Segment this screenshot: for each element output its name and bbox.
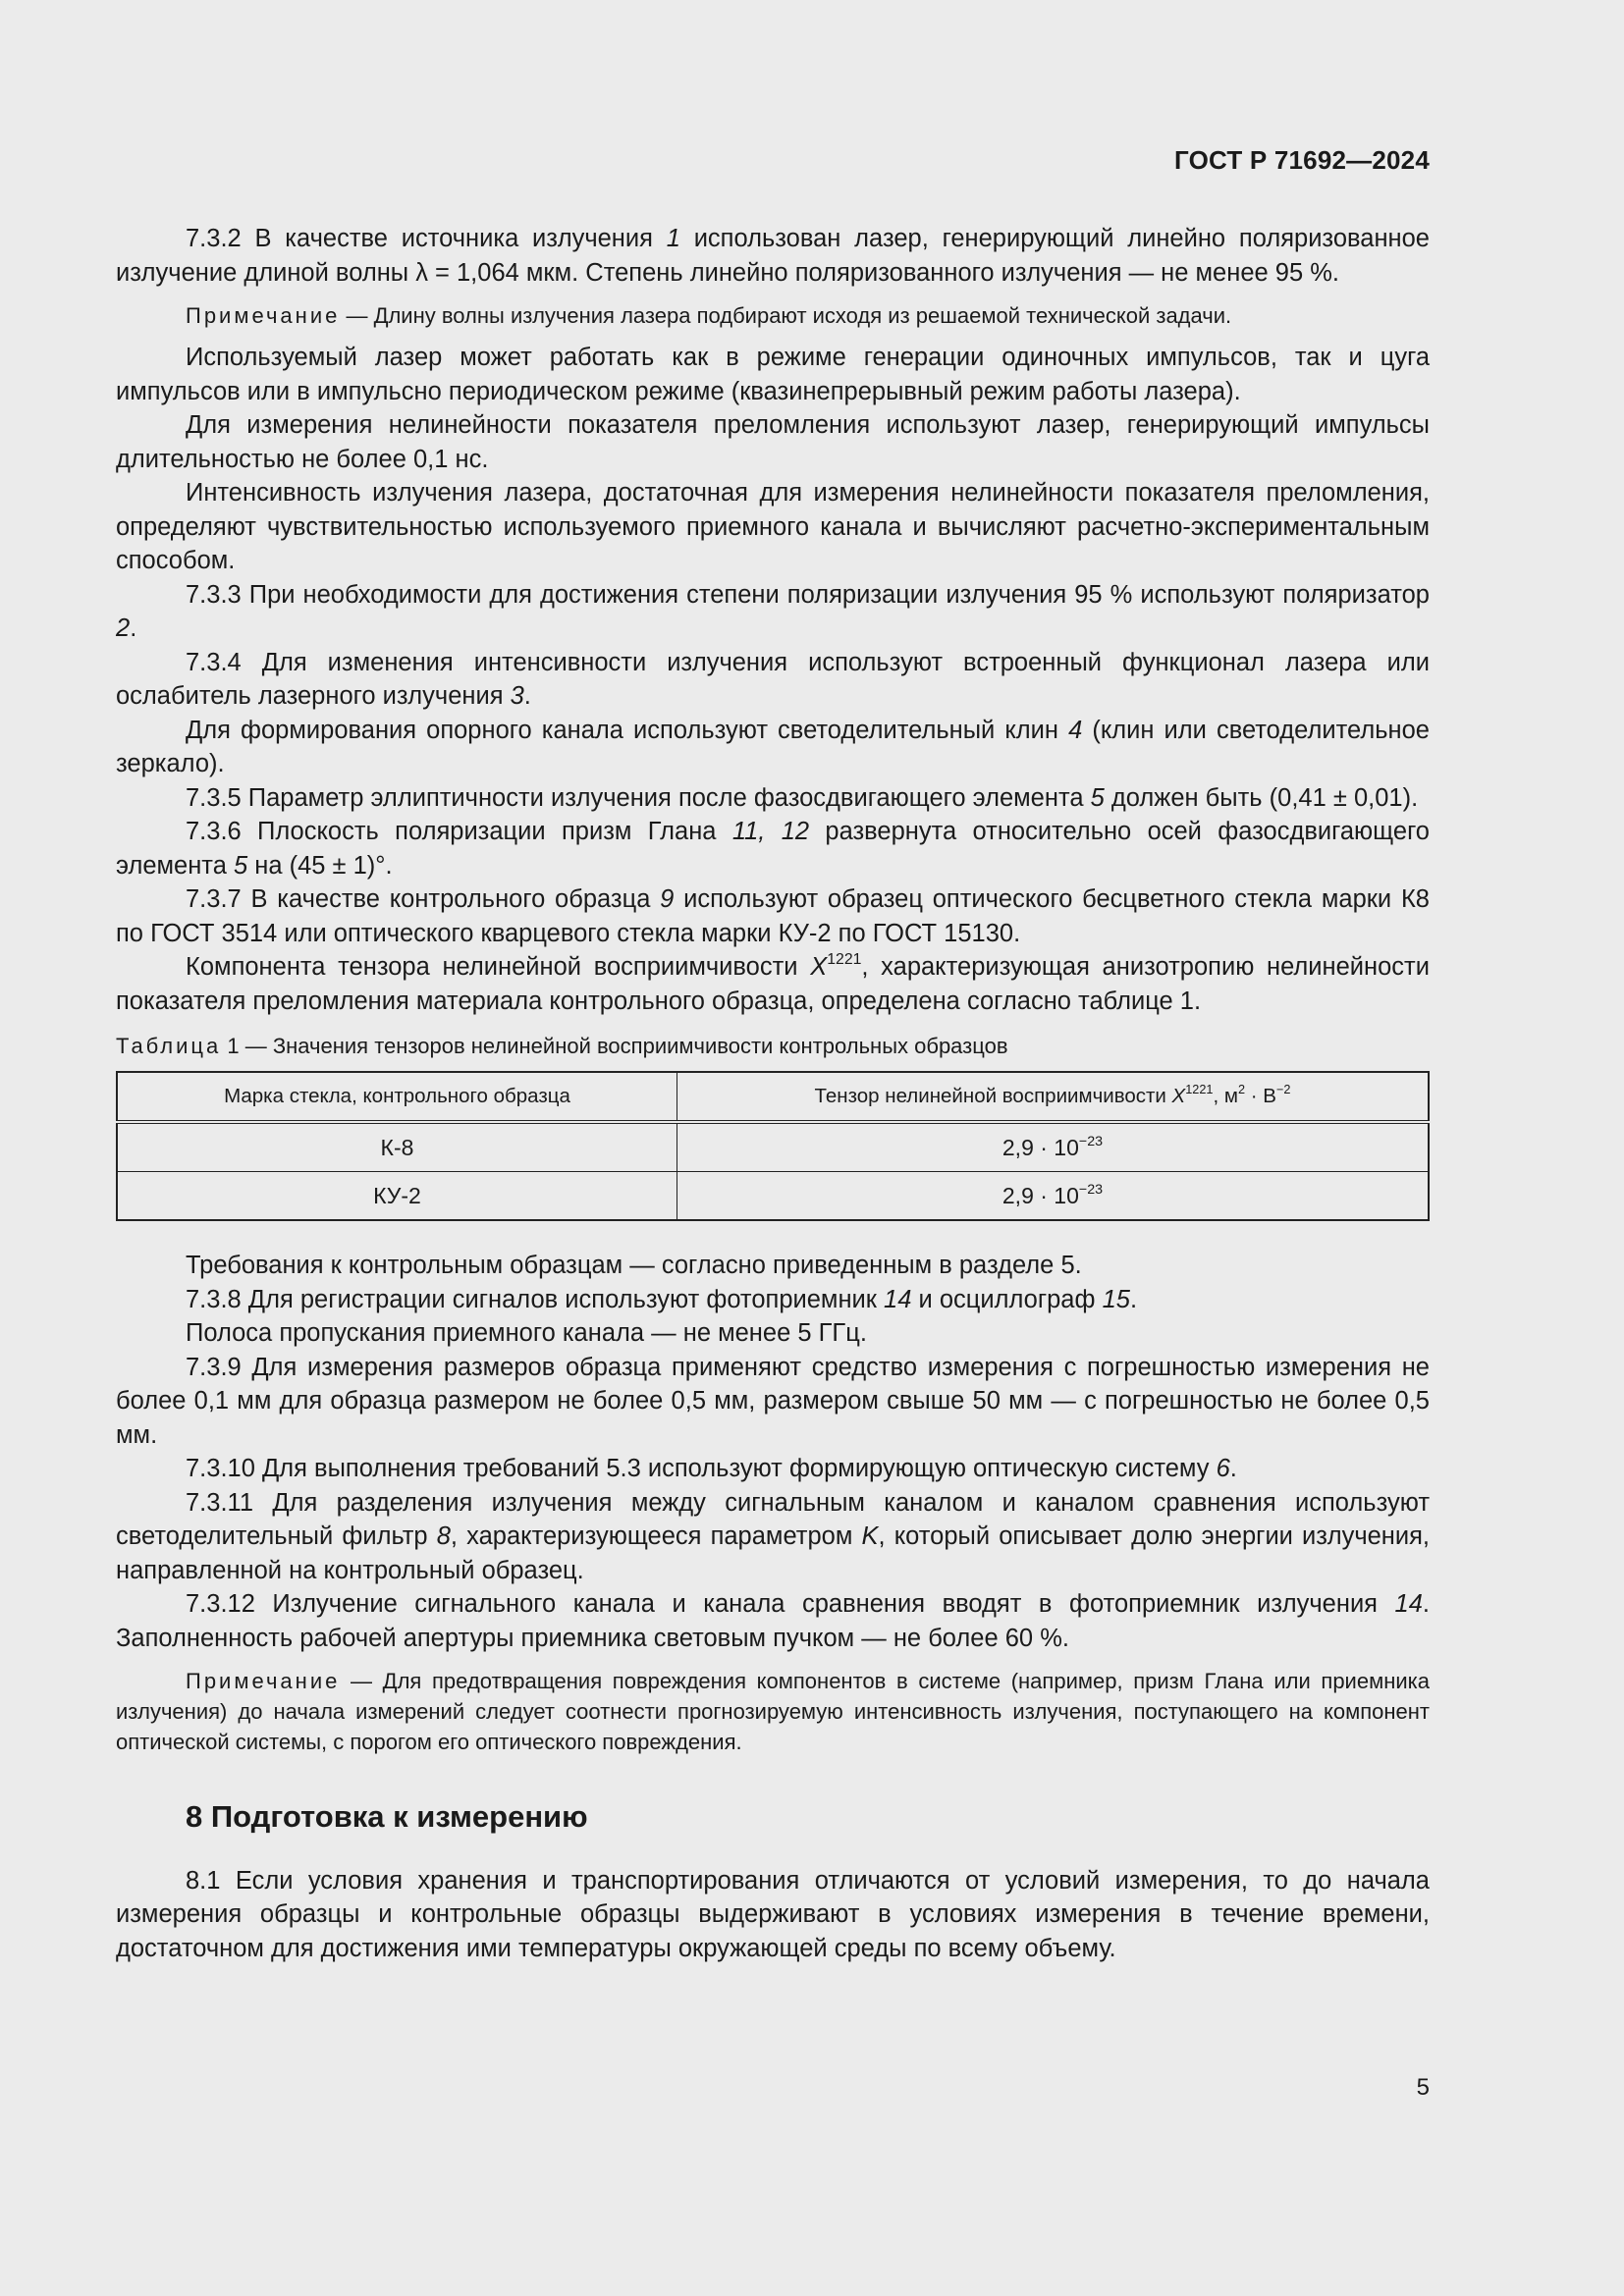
paragraph-8-1: 8.1 Если условия хранения и транспортирования отличаются от условий измерения, то до начала измерения образцы и контрольные образцы выдерживают в условиях измерения в течение времени, достаточном для достижения ими температуры окружающей среды по всему объему. bbox=[116, 1866, 1430, 1962]
paragraph-pulse-duration: Для измерения нелинейности показателя преломления используют лазер, генерирующий импульсы длительностью не более 0,1 нс. bbox=[116, 411, 1430, 473]
paragraph-laser-modes: Используемый лазер может работать как в режиме генерации одиночных импульсов, так и цуга импульсов или в импульсно периодическом режиме (квазинепрерывный режим работы лазера). bbox=[116, 344, 1430, 405]
paragraph-7-3-9: 7.3.9 Для измерения размеров образца применяют средство измерения с погрешностью измерения не более 0,1 мм для образца размером не более 0,5 мм, размером свыше 50 мм — с погрешностью не более 0,5 мм. bbox=[116, 1353, 1430, 1449]
note-1: Примечание — Длину волны излучения лазера подбирают исходя из решаемой технической задачи. bbox=[186, 303, 1232, 328]
paragraph-7-3-4: 7.3.4 Для изменения интенсивности излучения используют встроенный функционал лазера или ослабитель лазерного излучения 3. bbox=[116, 648, 1430, 710]
paragraph-7-3-3: 7.3.3 При необходимости для достижения степени поляризации излучения 95 % используют поляризатор 2. bbox=[116, 580, 1430, 642]
table-header-row bbox=[117, 1072, 1429, 1122]
note-2: Примечание — Для предотвращения повреждения компонентов в системе (например, призм Глана или приемника излучения) до начала измерений следует соотнести прогнозируемую интенсивность излучения, поступающего на компонент оптической системы, с порогом его оптического повреждения. bbox=[116, 1669, 1430, 1754]
paragraph-7-3-7: 7.3.7 В качестве контрольного образца 9 используют образец оптического бесцветного стекла марки К8 по ГОСТ 3514 или оптического кварцевого стекла марки КУ-2 по ГОСТ 15130. bbox=[116, 885, 1430, 947]
paragraph-reference-channel: Для формирования опорного канала используют светоделительный клин 4 (клин или светоделительное зеркало). bbox=[116, 716, 1430, 777]
table-caption: Таблица 1 — Значения тензоров нелинейной восприимчивости контрольных образцов bbox=[116, 1034, 1008, 1058]
paragraph-7-3-8: 7.3.8 Для регистрации сигналов используют фотоприемник 14 и осциллограф 15. bbox=[186, 1285, 1138, 1313]
paragraph-bandwidth: Полоса пропускания приемного канала — не менее 5 ГГц. bbox=[186, 1319, 867, 1347]
table-cell-glass: К-8 bbox=[117, 1122, 677, 1172]
table-header-glass: Марка стекла, контрольного образца bbox=[117, 1072, 677, 1122]
paragraph-7-3-2: 7.3.2 В качестве источника излучения 1 использован лазер, генерирующий линейно поляризованное излучение длиной волны λ = 1,064 мкм. Степень линейно поляризованного излучения — не менее 95 %. bbox=[116, 225, 1430, 287]
page-number: 5 bbox=[1416, 2074, 1430, 2101]
table-cell-glass: КУ-2 bbox=[117, 1172, 677, 1221]
paragraph-7-3-12: 7.3.12 Излучение сигнального канала и канала сравнения вводят в фотоприемник излучения 14. Заполненность рабочей апертуры приемника световым пучком — не более 60 %. bbox=[116, 1590, 1430, 1652]
table-cell-tensor: $2,9 \cdot 10^{-23}$ bbox=[677, 1122, 1429, 1172]
paragraph-tensor-component: Компонента тензора нелинейной восприимчивости $X^{1221}$, характеризующая анизотропию нелинейности показателя преломления материала контрольного образца, определена согласно таблице 1. bbox=[116, 950, 1430, 1015]
tensor-table bbox=[116, 1071, 1430, 1221]
table-row bbox=[117, 1172, 1429, 1221]
section-heading: 8 Подготовка к измерению bbox=[186, 1799, 588, 1834]
document-body bbox=[116, 222, 1430, 1965]
paragraph-7-3-10: 7.3.10 Для выполнения требований 5.3 используют формирующую оптическую систему 6. bbox=[186, 1455, 1237, 1482]
table-header-tensor: Тензор нелинейной восприимчивости $X^{1221}$, $м^2 \cdot В^{-2}$ bbox=[677, 1072, 1429, 1122]
paragraph-7-3-5: 7.3.5 Параметр эллиптичности излучения после фазосдвигающего элемента 5 должен быть (0,41 ± 0,01). bbox=[186, 783, 1419, 812]
paragraph-7-3-11: 7.3.11 Для разделения излучения между сигнальным каналом и каналом сравнения используют светоделительный фильтр 8, характеризующееся параметром K, который описывает долю энергии излучения, направленной на контрольный образец. bbox=[116, 1488, 1431, 1584]
document-header-id: ГОСТ Р 71692—2024 bbox=[1174, 145, 1430, 175]
paragraph-7-3-6: 7.3.6 Плоскость поляризации призм Глана 11, 12 развернута относительно осей фазосдвигающего элемента 5 на (45 ± 1)°. bbox=[116, 818, 1430, 880]
table-row bbox=[117, 1122, 1429, 1172]
paragraph-sample-requirements: Требования к контрольным образцам — согласно приведенным в разделе 5. bbox=[186, 1252, 1082, 1279]
paragraph-intensity: Интенсивность излучения лазера, достаточная для измерения нелинейности показателя преломления, определяют чувствительностью используемого приемного канала и вычисляют расчетно-экспериментальным способом. bbox=[116, 479, 1430, 574]
table-cell-tensor: $2,9 \cdot 10^{-23}$ bbox=[677, 1172, 1429, 1221]
